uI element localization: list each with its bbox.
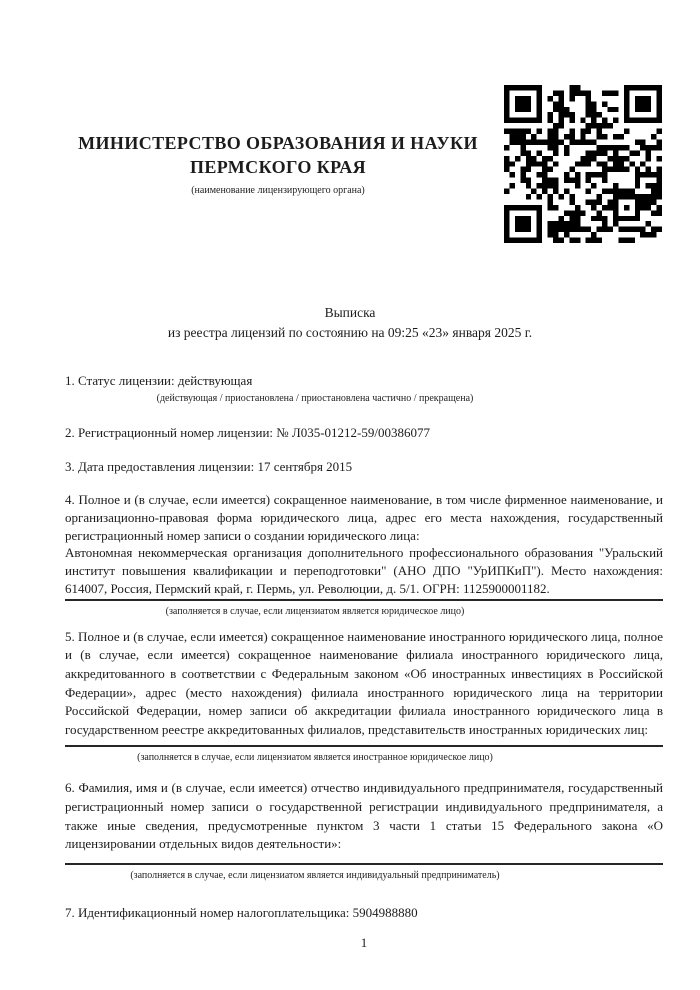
legal-entity-fill-line (65, 599, 663, 601)
foreign-entity-label: 5. Полное и (в случае, если имеется) сокращенное наименование иностранного юридического лица, полное и (в случае, если имеется) сокращенное наименование филиала иностранного юридического лица, аккредитованного в соответствии с Федеральным законом «Об иностранных инвестициях в Российской Федерации», адрес (место нахождения) филиала иностранного юридического лица на территории Российской Федерации, номер записи об аккредитации филиала иностранного юридического лица в государственном реестре аккредитованных филиалов, представительств иностранных юридических лиц: (65, 628, 663, 737)
taxpayer-inn-text: 7. Идентификационный номер налогоплательщика: 5904988880 (65, 904, 418, 920)
license-registration-number-text: 2. Регистрационный номер лицензии: № Л035-01212-59/00386077 (65, 425, 431, 440)
license-status-options-caption: (действующая / приостановлена / приостановлена частично / прекращена) (156, 393, 474, 404)
ministry-name-line2: ПЕРМСКОГО КРАЯ (189, 157, 367, 177)
legal-entity-value: Автономная некоммерческая организация дополнительного профессионального образования "Уральский институт повышения квалификации и переподготовки" (АНО ДПО "УрИПКиП"). Место нахождения: 614007, Россия, Пермский край, г. Пермь, ул. Революции, д. 5/1. ОГРН: 1125900001182. (65, 545, 663, 596)
document-title-line1: Выписка (324, 305, 376, 320)
document-title-line2: из реестра лицензий по состоянию на 09:25 «23» января 2025 г. (167, 324, 533, 340)
qr-code-icon (504, 85, 662, 243)
ministry-name-line1: МИНИСТЕРСТВО ОБРАЗОВАНИЯ И НАУКИ (78, 133, 478, 153)
ministry-caption: (наименование лицензирующего органа) (191, 185, 365, 196)
document-title (0, 303, 700, 342)
license-grant-date-text: 3. Дата предоставления лицензии: 17 сентября 2015 (65, 459, 353, 474)
licensing-authority-block (62, 131, 494, 197)
license-status-text: 1. Статус лицензии: действующая (65, 373, 253, 388)
entrepreneur-rule-caption: (заполняется в случае, если лицензиатом является индивидуальный предприниматель) (130, 869, 500, 881)
legal-entity-rule-caption: (заполняется в случае, если лицензиатом является юридическое лицо) (165, 605, 465, 617)
legal-entity-label: 4. Полное и (в случае, если имеется) сокращенное наименование, в том числе фирменное наименование, и организационно-правовая форма юридического лица, адрес его места нахождения, государственный регистрационный номер записи о создании юридического лица: (65, 492, 663, 543)
foreign-entity-rule-caption: (заполняется в случае, если лицензиатом является иностранное юридическое лицо) (137, 752, 493, 764)
foreign-entity-fill-line (65, 745, 663, 747)
entrepreneur-label: 6. Фамилия, имя и (в случае, если имеется) отчество индивидуального предпринимателя, государственный регистрационный номер записи о государственной регистрации индивидуального предпринимателя, а также иные сведения, предусмотренные пунктом 3 части 1 статьи 15 Федерального закона «О лицензировании отдельных видов деятельности»: (65, 780, 663, 852)
page-number: 1 (360, 934, 368, 950)
entrepreneur-fill-line (65, 863, 663, 865)
